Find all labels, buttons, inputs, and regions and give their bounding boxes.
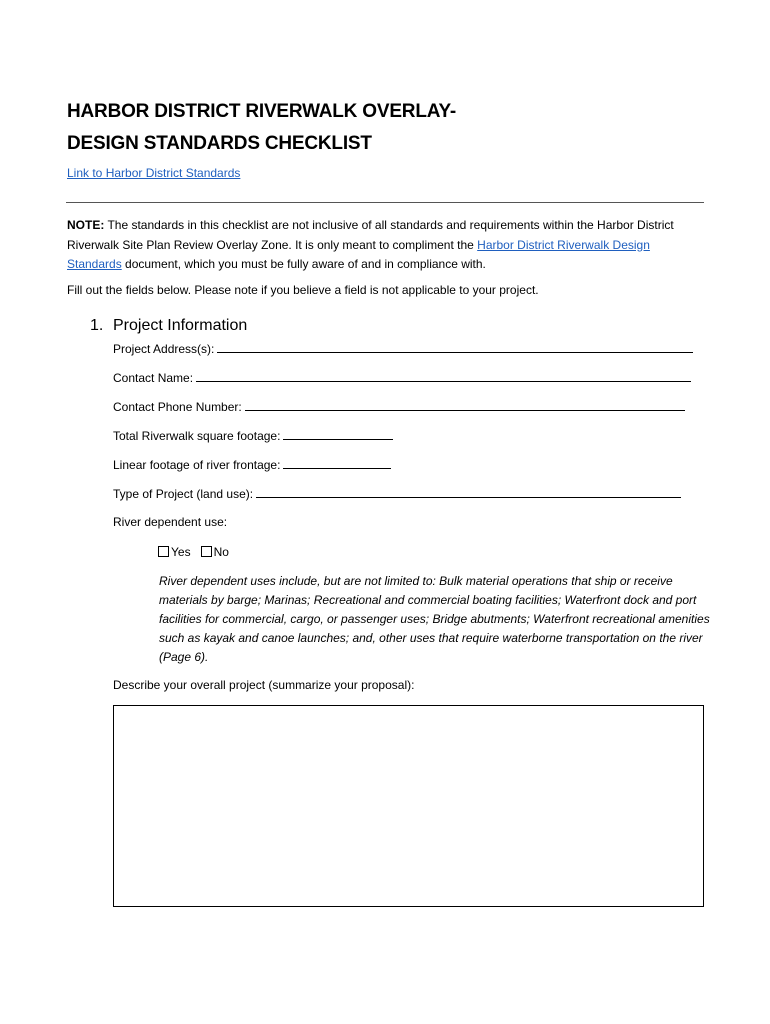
river-dependent-label: River dependent use: <box>113 515 228 529</box>
note-text-before-link: The standards in this checklist are not inclusive of all standards and requirements within the Harbor District Riverwalk Site Plan Review Overlay Zone. It is only meant to compliment the <box>67 218 674 252</box>
document-title <box>67 96 456 160</box>
design-standards-link[interactable]: Harbor District Riverwalk Design Standards <box>67 237 650 271</box>
instructions-text: Fill out the fields below. Please note if you believe a field is not applicable to your project. <box>67 283 539 297</box>
project-address-label: Project Address(s): <box>113 342 215 356</box>
yes-label: Yes <box>171 545 191 559</box>
project-address-row <box>113 341 693 356</box>
title-line-2: DESIGN STANDARDS CHECKLIST <box>67 133 372 154</box>
horizontal-divider <box>66 202 704 203</box>
note-text-after-link: document, which you must be fully aware of and in compliance with. <box>121 257 486 271</box>
title-line-1: HARBOR DISTRICT RIVERWALK OVERLAY- <box>67 101 457 122</box>
project-description-textbox[interactable] <box>113 705 704 907</box>
linear-footage-row <box>113 457 391 472</box>
yes-checkbox[interactable] <box>158 546 169 557</box>
river-dependent-options <box>158 545 229 559</box>
note-paragraph <box>67 216 707 275</box>
square-footage-field[interactable] <box>283 428 393 440</box>
contact-name-field[interactable] <box>196 370 691 382</box>
describe-project-label: Describe your overall project (summarize your proposal): <box>113 678 415 692</box>
section-title: Project Information <box>113 317 248 334</box>
square-footage-label: Total Riverwalk square footage: <box>113 429 281 443</box>
linear-footage-label: Linear footage of river frontage: <box>113 458 281 472</box>
project-type-field[interactable] <box>256 486 681 498</box>
river-dependent-explanation: River dependent uses include, but are not limited to: Bulk material operations that ship or receive materials by barge; Marinas; Recreational and commercial boating facilities; Waterfront dock and port facilities for commercial, cargo, or passenger uses; Bridge abutments; Waterfront recreational amenities such as kayak and canoe launches; and, other uses that require waterborne transportation on the river (Page 6). <box>159 574 710 664</box>
no-checkbox[interactable] <box>201 546 212 557</box>
project-type-row <box>113 486 681 501</box>
contact-name-label: Contact Name: <box>113 371 194 385</box>
project-type-label: Type of Project (land use): <box>113 487 254 501</box>
square-footage-row <box>113 428 393 443</box>
contact-name-row <box>113 370 691 385</box>
contact-phone-row <box>113 399 685 414</box>
contact-phone-field[interactable] <box>245 399 685 411</box>
contact-phone-label: Contact Phone Number: <box>113 400 242 414</box>
linear-footage-field[interactable] <box>283 457 391 469</box>
section-number: 1. <box>90 317 104 334</box>
harbor-district-standards-link[interactable]: Link to Harbor District Standards <box>67 166 241 180</box>
section-heading-project-information <box>90 317 247 335</box>
no-label: No <box>213 545 229 559</box>
project-address-field[interactable] <box>217 341 693 353</box>
note-label: NOTE: <box>67 218 105 232</box>
